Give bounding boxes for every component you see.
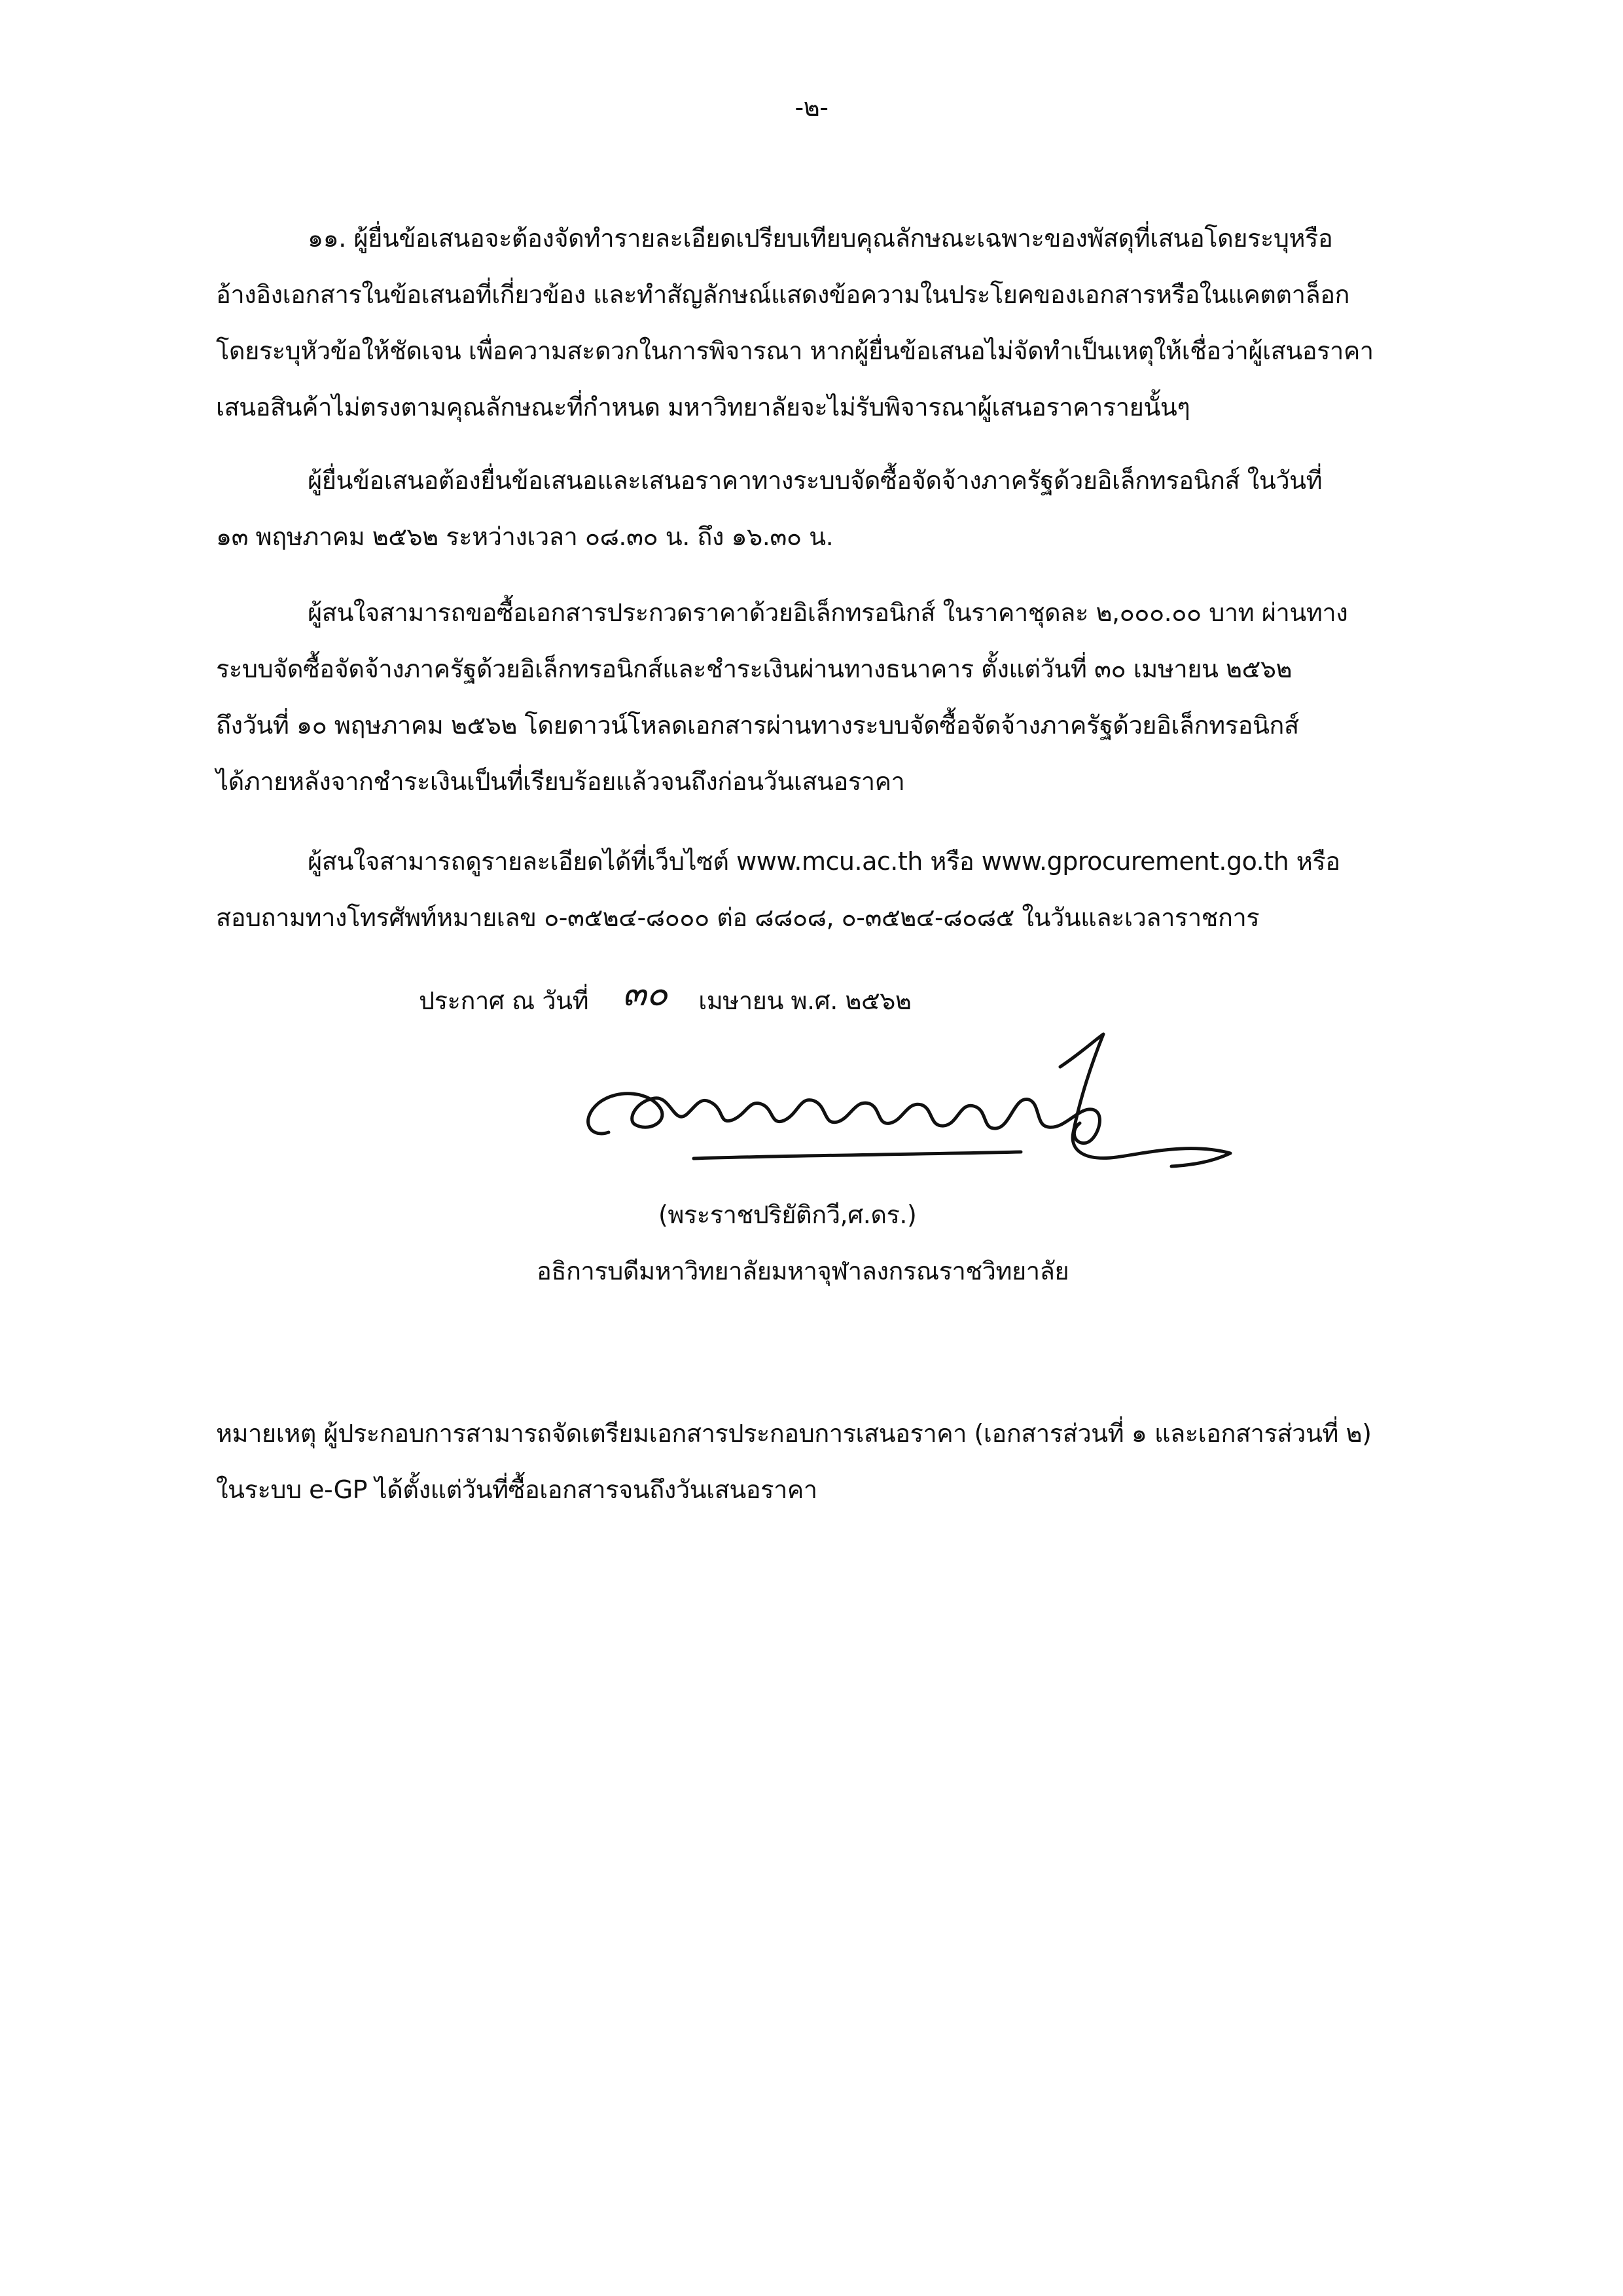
handwritten-day: ๓๐ (622, 973, 668, 1014)
contact-line-1: ผู้สนใจสามารถดูรายละเอียดได้ที่เว็บไซต์ www.mcu.ac.th หรือ www.gprocurement.go.th หรือ (308, 847, 1340, 876)
announcement-prefix: ประกาศ ณ วันที่ (419, 986, 589, 1015)
submission-line-1: ผู้ยื่นข้อเสนอต้องยื่นข้อเสนอและเสนอราคาทางระบบจัดซื้อจัดจ้างภาครัฐด้วยอิเล็กทรอนิกส์ ในวันที่ (308, 466, 1323, 495)
note-line-1: หมายเหตุ ผู้ประกอบการสามารถจัดเตรียมเอกสารประกอบการเสนอราคา (เอกสารส่วนที่ ๑ และเอกสารส่วนที่ ๒) (216, 1419, 1372, 1448)
paragraph-11-line-3: โดยระบุหัวข้อให้ชัดเจน เพื่อความสะดวกในการพิจารณา หากผู้ยื่นข้อเสนอไม่จัดทำเป็นเหตุให้เชื่อว่าผู้เสนอราคา (216, 336, 1374, 365)
announcement-date-line (419, 973, 912, 1016)
purchase-line-2: ระบบจัดซื้อจัดจ้างภาครัฐด้วยอิเล็กทรอนิกส์และชำระเงินผ่านทางธนาคาร ตั้งแต่วันที่ ๓๐ เมษายน ๒๕๖๒ (216, 655, 1292, 683)
announcement-suffix: เมษายน พ.ศ. ๒๕๖๒ (698, 986, 912, 1015)
signatory-name: (พระราชปริยัติกวี,ศ.ดร.) (658, 1200, 917, 1229)
paragraph-11-line-2: อ้างอิงเอกสารในข้อเสนอที่เกี่ยวข้อง และทำสัญลักษณ์แสดงข้อความในประโยคของเอกสารหรือในแคตตาล็อก (216, 280, 1350, 309)
paragraph-11-line-1: ๑๑. ผู้ยื่นข้อเสนอจะต้องจัดทำรายละเอียดเปรียบเทียบคุณลักษณะเฉพาะของพัสดุที่เสนอโดยระบุหรือ (308, 224, 1333, 253)
submission-line-2: ๑๓ พฤษภาคม ๒๕๖๒ ระหว่างเวลา ๐๘.๓๐ น. ถึง ๑๖.๓๐ น. (216, 522, 834, 551)
signatory-title: อธิการบดีมหาวิทยาลัยมหาจุฬาลงกรณราชวิทยาลัย (537, 1257, 1069, 1285)
note-line-2: ในระบบ e-GP ได้ตั้งแต่วันที่ซื้อเอกสารจนถึงวันเสนอราคา (216, 1475, 817, 1504)
contact-line-2: สอบถามทางโทรศัพท์หมายเลข ๐-๓๕๒๔-๘๐๐๐ ต่อ ๘๘๐๘, ๐-๓๕๒๔-๘๐๘๕ ในวันและเวลาราชการ (216, 903, 1260, 932)
purchase-line-4: ได้ภายหลังจากชำระเงินเป็นที่เรียบร้อยแล้วจนถึงก่อนวันเสนอราคา (216, 767, 905, 796)
signature-image (563, 1028, 1250, 1198)
purchase-line-3: ถึงวันที่ ๑๐ พฤษภาคม ๒๕๖๒ โดยดาวน์โหลดเอกสารผ่านทางระบบจัดซื้อจัดจ้างภาครัฐด้วยอิเล็กทรอนิกส์ (216, 711, 1299, 740)
page-number: -๒- (794, 93, 829, 122)
purchase-line-1: ผู้สนใจสามารถขอซื้อเอกสารประกวดราคาด้วยอิเล็กทรอนิกส์ ในราคาชุดละ ๒,๐๐๐.๐๐ บาท ผ่านทาง (308, 598, 1348, 627)
paragraph-11-line-4: เสนอสินค้าไม่ตรงตามคุณลักษณะที่กำหนด มหาวิทยาลัยจะไม่รับพิจารณาผู้เสนอราคารายนั้นๆ (216, 393, 1190, 422)
